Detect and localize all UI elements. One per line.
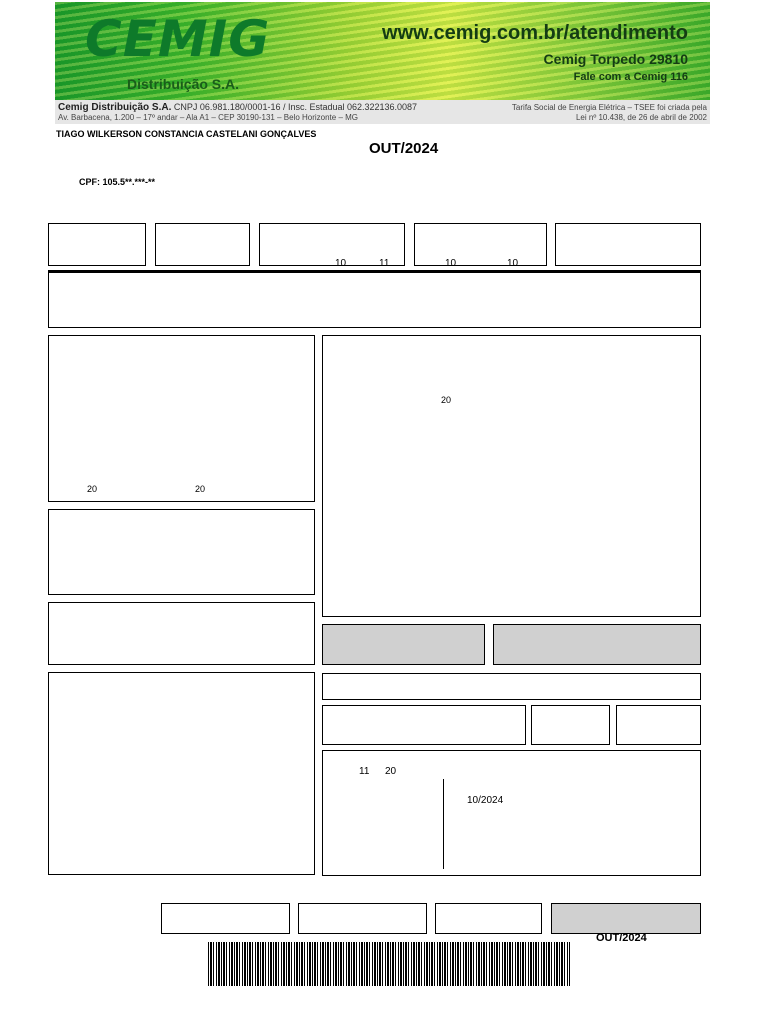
year-label-b: 20 bbox=[195, 484, 206, 494]
info-box-next-reading bbox=[414, 223, 547, 266]
customer-name: TIAGO WILKERSON CONSTANCIA CASTELANI GONÇALVES bbox=[56, 129, 317, 139]
due-date-box bbox=[322, 624, 485, 665]
consumption-box bbox=[322, 335, 701, 617]
customer-cpf: CPF: 105.5**.***-** bbox=[79, 177, 156, 187]
payment-box-1 bbox=[161, 903, 290, 934]
history-year: 20 bbox=[385, 766, 397, 777]
year-label-a: 20 bbox=[87, 484, 98, 494]
amount-due-box bbox=[493, 624, 701, 665]
consumption-kwh-box bbox=[616, 705, 701, 745]
history-period: 10/2024 bbox=[467, 795, 504, 806]
payment-box-2 bbox=[298, 903, 427, 934]
info-box-1 bbox=[48, 223, 146, 266]
logo-subtitle: Distribuição S.A. bbox=[127, 76, 240, 92]
payment-barcode bbox=[208, 942, 570, 986]
info-box-5 bbox=[555, 223, 701, 266]
cemig-logo: CEMIG bbox=[85, 10, 271, 68]
installation-box bbox=[48, 273, 701, 328]
company-ids: CNPJ 06.981.180/0001-16 / Insc. Estadual 062.322136.0087 bbox=[173, 102, 418, 112]
tsee-note-1: Tarifa Social de Energia Elétrica – TSEE foi criada pela bbox=[511, 103, 707, 112]
reading-box bbox=[531, 705, 610, 745]
company-info-strip bbox=[55, 100, 710, 124]
notes-box bbox=[48, 602, 315, 665]
footer-reference-month: OUT/2024 bbox=[596, 932, 647, 944]
reading-date-4: 10 bbox=[507, 258, 519, 269]
header-banner bbox=[55, 2, 710, 100]
payment-box-3 bbox=[435, 903, 542, 934]
tsee-note-2: Lei nº 10.438, de 26 de abril de 2002 bbox=[575, 113, 707, 122]
company-name: Cemig Distribuição S.A. bbox=[58, 102, 172, 113]
fale-contact: Fale com a Cemig 116 bbox=[573, 71, 688, 83]
company-line-1 bbox=[58, 102, 417, 113]
company-address: Av. Barbacena, 1.200 – 17º andar – Ala A1 – CEP 30190-131 – Belo Horizonte – MG bbox=[58, 113, 359, 122]
reading-date-1: 10 bbox=[335, 258, 347, 269]
info-box-2 bbox=[155, 223, 250, 266]
access-key-box bbox=[322, 673, 701, 700]
taxes-box bbox=[48, 509, 315, 595]
reading-date-3: 10 bbox=[445, 258, 457, 269]
website-link[interactable]: www.cemig.com.br/atendimento bbox=[382, 22, 688, 44]
torpedo-number: Cemig Torpedo 29810 bbox=[543, 51, 688, 67]
reading-date-2: 11 bbox=[379, 258, 390, 269]
meter-box bbox=[322, 705, 526, 745]
payment-amount-box bbox=[551, 903, 701, 934]
billing-details-box bbox=[48, 335, 315, 502]
history-divider bbox=[443, 779, 444, 869]
reference-month: OUT/2024 bbox=[369, 140, 439, 157]
history-day: 11 bbox=[359, 766, 370, 777]
history-box bbox=[322, 750, 701, 876]
messages-box bbox=[48, 672, 315, 875]
consumption-year-label: 20 bbox=[441, 395, 452, 405]
